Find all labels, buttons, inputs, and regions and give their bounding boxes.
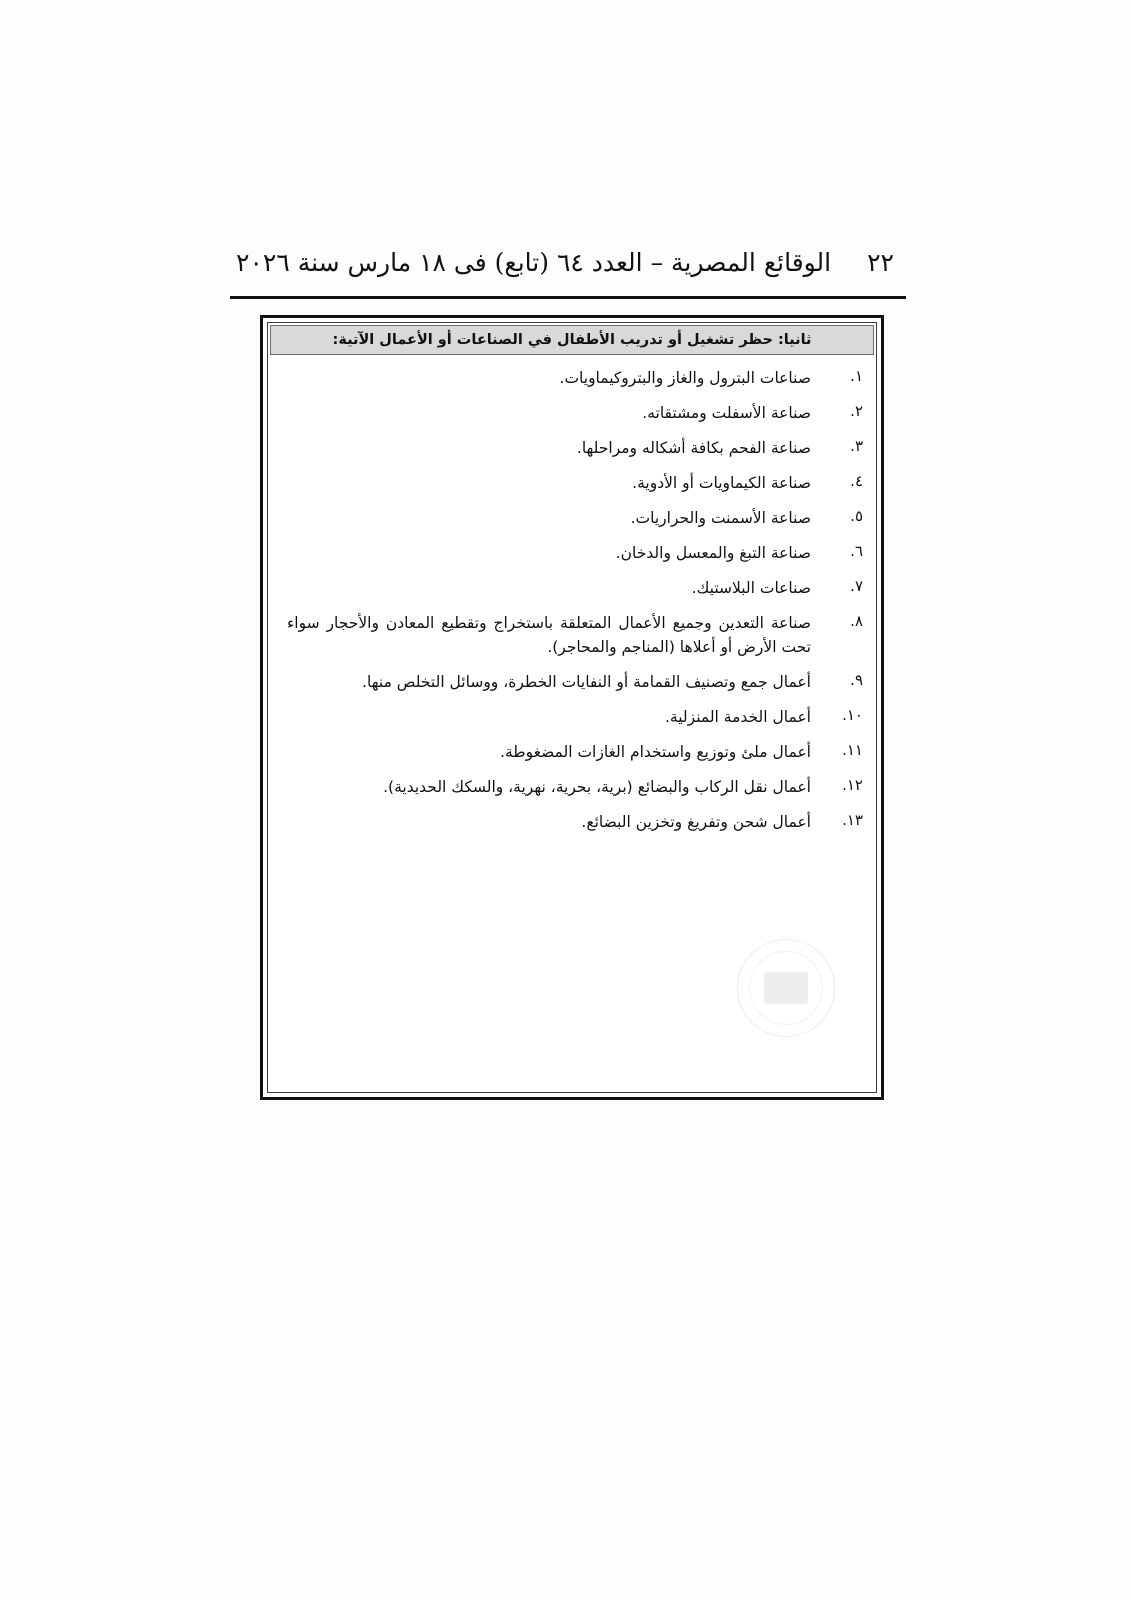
header-divider	[230, 296, 906, 299]
list-item-text: أعمال نقل الركاب والبضائع (برية، بحرية، نهرية، والسكك الحديدية).	[383, 778, 811, 797]
list-item-number: ٢.	[850, 402, 863, 421]
list-item	[281, 775, 863, 799]
content-frame	[260, 315, 884, 1100]
list-item-number: ٩.	[850, 671, 863, 690]
list-item	[281, 670, 863, 694]
list-item-text: صناعات البترول والغاز والبتروكيماويات.	[559, 369, 811, 387]
list-item-number: ٧.	[850, 577, 863, 596]
list-item-text: صناعة الفحم بكافة أشكاله ومراحلها.	[576, 439, 811, 458]
list-item	[281, 436, 863, 460]
list-item-text: صناعة التعدين وجميع الأعمال المتعلقة باستخراج وتقطيع المعادن والأحجار سواء تحت الأرض أو أعلاها (المناجم والمحاجر).	[287, 614, 811, 657]
list-item-number: ١.	[850, 367, 863, 385]
list-item-text: صناعة الأسفلت ومشتقاته.	[642, 404, 811, 423]
header-title: الوقائع المصرية – العدد ٦٤ (تابع) فى ١٨ مارس سنة ٢٠٢٦	[236, 248, 832, 277]
list-item	[281, 810, 863, 834]
list-item-text: أعمال الخدمة المنزلية.	[665, 708, 811, 727]
list-item-text: أعمال شحن وتفريغ وتخزين البضائع.	[581, 813, 811, 832]
list-item	[281, 366, 863, 390]
list-item-text: أعمال جمع وتصنيف القمامة أو النفايات الخطرة، ووسائل التخلص منها.	[362, 673, 811, 692]
section-banner-label: ثانيا: حظر تشغيل أو تدريب الأطفال في الصناعات أو الأعمال الآتية:	[332, 332, 812, 348]
list-item	[281, 576, 863, 600]
list-item	[281, 541, 863, 565]
list-item	[281, 471, 863, 495]
list-item	[281, 740, 863, 764]
list-item-number: ٥.	[850, 507, 863, 526]
list-item-text: صناعة الكيماويات أو الأدوية.	[632, 474, 811, 493]
list-item	[281, 401, 863, 425]
list-item-number: ٤.	[850, 472, 863, 491]
list-item-number: ١١.	[842, 741, 863, 760]
list-item	[281, 705, 863, 729]
list-item-text: صناعة الأسمنت والحراريات.	[630, 509, 811, 528]
list-item-number: ٣.	[850, 437, 863, 456]
list-item-number: ١٢.	[842, 776, 863, 795]
list-item	[281, 611, 863, 659]
list-item-text: أعمال ملئ وتوزيع واستخدام الغازات المضغوطة.	[500, 743, 811, 762]
list-item-number: ١٠.	[842, 706, 863, 725]
official-seal-watermark	[737, 939, 835, 1037]
prohibited-industries-list	[281, 366, 863, 845]
section-banner	[270, 325, 874, 355]
page-header	[225, 248, 905, 277]
list-item-number: ١٣.	[842, 811, 863, 830]
list-item-text: صناعات البلاستيك.	[691, 579, 811, 598]
list-item-text: صناعة التبغ والمعسل والدخان.	[615, 544, 811, 563]
list-item-number: ٨.	[850, 612, 863, 631]
page-number: ٢٢	[867, 248, 894, 277]
list-item	[281, 506, 863, 530]
list-item-number: ٦.	[850, 542, 863, 561]
